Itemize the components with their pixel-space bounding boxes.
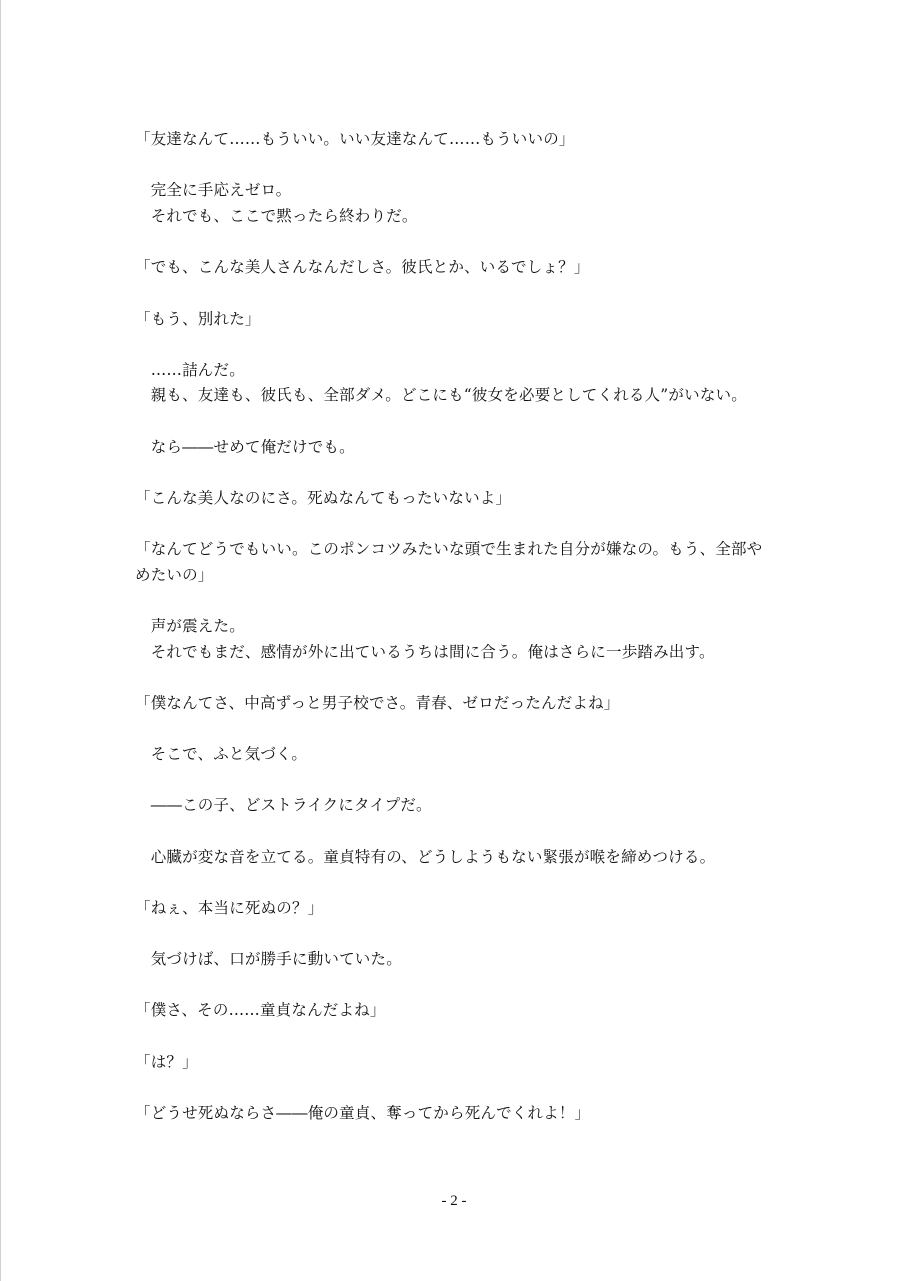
- text-line: 「ねぇ、本当に死ぬの？」: [135, 899, 324, 917]
- text-line: 「でも、こんな美人さんなんだしさ。彼氏とか、いるでしょ？」: [135, 258, 590, 276]
- text-line: 「もう、別れた」: [135, 310, 261, 328]
- text-line: 「僕なんてさ、中高ずっと男子校でさ。青春、ゼロだったんだよね」: [135, 694, 620, 712]
- text-line: ……詰んだ。: [135, 361, 245, 379]
- text-line: 「どうせ死ぬならさ――俺の童貞、奪ってから死んでくれよ！」: [135, 1104, 591, 1122]
- text-line: そこで、ふと気づく。: [135, 745, 308, 763]
- text-line: 親も、友達も、彼氏も、全部ダメ。どこにも“彼女を必要としてくれる人”がいない。: [135, 386, 747, 404]
- text-line: 声が震えた。: [135, 617, 245, 635]
- text-line: 「友達なんて……もういい。いい友達なんて……もういいの」: [135, 130, 575, 148]
- text-line: なら――せめて俺だけでも。: [135, 438, 355, 456]
- text-line: 完全に手応えゼロ。: [135, 181, 292, 199]
- text-line: 「僕さ、その……童貞なんだよね」: [135, 1001, 386, 1019]
- text-line: それでもまだ、感情が外に出ているうちは間に合う。俺はさらに一歩踏み出す。: [135, 643, 715, 661]
- text-line: 「なんてどうでもいい。このポンコツみたいな頭で生まれた自分が嫌なの。もう、全部や: [135, 540, 763, 558]
- text-line: それでも、ここで黙ったら終わりだ。: [135, 207, 418, 225]
- text-line: 心臓が変な音を立てる。童貞特有の、どうしようもない緊張が喉を締めつける。: [135, 848, 716, 866]
- text-line: めたいの」: [135, 566, 214, 584]
- text-line: ――この子、どストライクにタイプだ。: [135, 796, 432, 814]
- text-line: 「こんな美人なのにさ。死ぬなんてもったいないよ」: [135, 489, 512, 507]
- text-line: 気づけば、口が勝手に動いていた。: [135, 950, 402, 968]
- text-line: 「は？」: [135, 1053, 198, 1071]
- page-number: - 2 -: [441, 1193, 467, 1209]
